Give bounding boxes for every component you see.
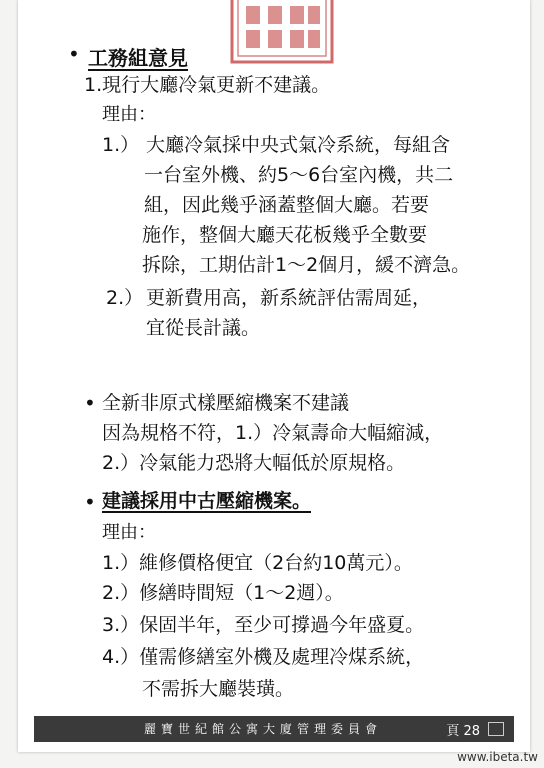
footer-committee-name: 麗寶世紀館公寓大廈管理委員會	[144, 722, 383, 736]
reason-2-line-2: 宜從長計議。	[146, 317, 261, 339]
bullet-dot: •	[84, 391, 96, 415]
new-compressor-not-recommended: 全新非原式樣壓縮機案不建議	[102, 392, 350, 414]
reason-1-number: 1.）	[102, 134, 140, 156]
bullet-dot: •	[68, 42, 80, 66]
document-page	[18, 0, 530, 752]
used-reason-4: 4.）僅需修繕室外機及處理冷煤系統，	[102, 646, 425, 668]
footer-bar	[34, 716, 514, 742]
used-reason-1: 1.）維修價格便宜（2台約10萬元）。	[102, 552, 413, 574]
used-reason-2: 2.）修繕時間短（1～2週）。	[102, 582, 344, 604]
reason-1-line-3: 組，因此幾乎涵蓋整個大廳。若要	[144, 194, 430, 216]
reason-1-line-1: 大廳冷氣採中央式氣冷系統，每組含	[146, 134, 451, 156]
capacity-lower-line: 2.）冷氣能力恐將大幅低於原規格。	[102, 452, 406, 474]
watermark: www.ibeta.tw	[457, 750, 538, 764]
reason-label: 理由：	[102, 104, 156, 125]
reason-1-line-4: 施作，整個大廳天花板幾乎全數要	[142, 224, 428, 246]
reason-label: 理由：	[102, 522, 156, 543]
used-reason-3: 3.）保固半年，至少可撐過今年盛夏。	[102, 614, 425, 636]
reason-1-line-2: 一台室外機、約5～6台室內機，共二	[144, 164, 454, 186]
section-title-used-compressor: 建議採用中古壓縮機案。	[102, 490, 312, 512]
section-title-engineering: 工務組意見	[88, 46, 188, 70]
page-box-icon	[488, 722, 504, 736]
spec-mismatch-line: 因為規格不符，1.）冷氣壽命大幅縮減，	[102, 422, 444, 444]
reason-2-number: 2.）	[106, 287, 144, 309]
item-1-lobby-ac: 1.現行大廳冷氣更新不建議。	[84, 74, 331, 96]
committee-seal-stamp	[228, 0, 338, 66]
reason-2-line-1: 更新費用高，新系統評估需周延，	[146, 287, 432, 309]
page-number: 頁 28	[446, 724, 480, 739]
used-reason-4-cont: 不需拆大廳裝璜。	[142, 678, 295, 700]
reason-1-line-5: 拆除，工期估計1～2個月，緩不濟急。	[142, 254, 471, 276]
bullet-dot: •	[84, 490, 96, 514]
